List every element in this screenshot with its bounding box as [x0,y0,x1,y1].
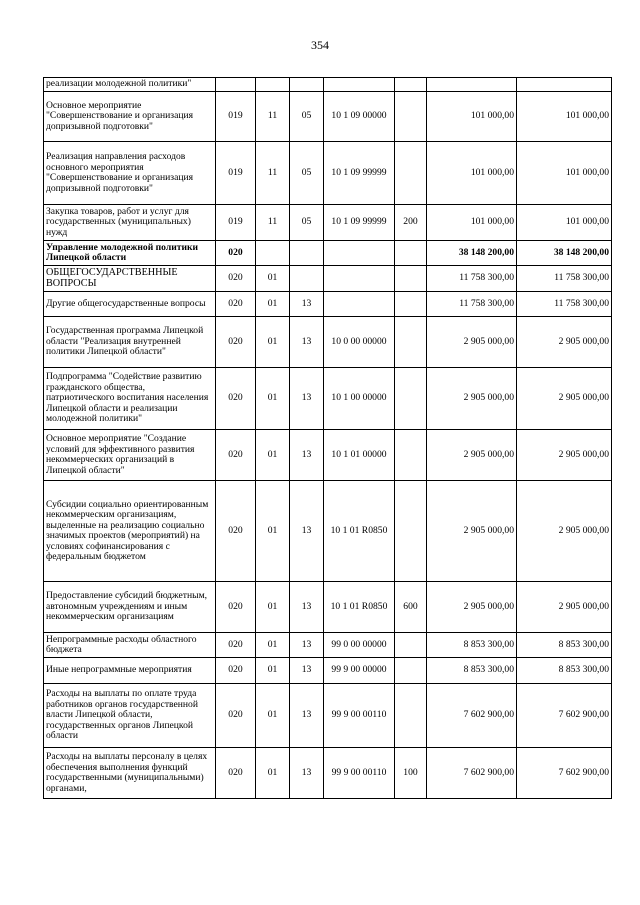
subsection-code-cell: 13 [290,582,324,633]
target-article-cell: 99 9 00 00110 [324,684,395,748]
expense-type-cell [395,658,427,684]
amount-2-cell: 2 905 000,00 [517,481,612,582]
amount-1-cell: 2 905 000,00 [427,430,517,481]
section-code-cell: 11 [256,142,290,205]
amount-1-cell: 7 602 900,00 [427,684,517,748]
table-row [44,78,612,92]
amount-1-cell: 2 905 000,00 [427,368,517,430]
amount-2-cell: 101 000,00 [517,92,612,142]
ved-code-cell: 020 [216,481,256,582]
budget-table [43,77,612,799]
table-row [44,142,612,205]
ved-code-cell: 020 [216,658,256,684]
amount-2-cell: 2 905 000,00 [517,317,612,368]
amount-1-cell: 8 853 300,00 [427,658,517,684]
section-code-cell: 01 [256,317,290,368]
table-row [44,266,612,292]
ved-code-cell: 020 [216,292,256,317]
subsection-code-cell: 05 [290,205,324,241]
target-article-cell: 10 1 00 00000 [324,368,395,430]
subsection-code-cell: 13 [290,292,324,317]
section-code-cell: 11 [256,92,290,142]
section-code-cell: 01 [256,684,290,748]
expense-type-cell [395,78,427,92]
section-code-cell: 01 [256,633,290,658]
row-name-cell: Реализация направления расходов основного мероприятия "Совершенствование и организация допризывной подготовки" [44,142,216,205]
amount-2-cell: 8 853 300,00 [517,633,612,658]
target-article-cell: 10 1 01 00000 [324,430,395,481]
section-code-cell: 01 [256,430,290,481]
ved-code-cell: 020 [216,633,256,658]
section-code-cell: 01 [256,748,290,799]
page-number: 354 [311,38,329,52]
amount-1-cell: 101 000,00 [427,92,517,142]
amount-2-cell: 38 148 200,00 [517,241,612,266]
amount-2-cell: 7 602 900,00 [517,748,612,799]
expense-type-cell: 100 [395,748,427,799]
section-code-cell: 01 [256,292,290,317]
subsection-code-cell: 13 [290,368,324,430]
target-article-cell [324,241,395,266]
row-name-cell: Подпрограмма "Содействие развитию гражданского общества, патриотического воспитания населения Липецкой области и реализации молодежной политики" [44,368,216,430]
subsection-code-cell: 13 [290,633,324,658]
row-name-cell: ОБЩЕГОСУДАРСТВЕННЫЕ ВОПРОСЫ [44,266,216,292]
amount-2-cell: 2 905 000,00 [517,368,612,430]
amount-2-cell: 11 758 300,00 [517,292,612,317]
amount-1-cell: 101 000,00 [427,205,517,241]
amount-1-cell: 2 905 000,00 [427,481,517,582]
section-code-cell: 01 [256,582,290,633]
expense-type-cell [395,633,427,658]
expense-type-cell [395,317,427,368]
target-article-cell: 10 1 09 00000 [324,92,395,142]
section-code-cell: 11 [256,205,290,241]
table-row [44,582,612,633]
row-name-cell: Расходы на выплаты персоналу в целях обеспечения выполнения функций государственными (муниципальными) органами, [44,748,216,799]
target-article-cell: 99 9 00 00000 [324,658,395,684]
row-name-cell: Предоставление субсидий бюджетным, автономным учреждениям и иным некоммерческим организациям [44,582,216,633]
table-row [44,633,612,658]
expense-type-cell [395,430,427,481]
target-article-cell [324,78,395,92]
table-row [44,205,612,241]
expense-type-cell [395,241,427,266]
subsection-code-cell: 05 [290,92,324,142]
row-name-cell: Расходы на выплаты по оплате труда работников органов государственной власти Липецкой области, государственных органов Липецкой области [44,684,216,748]
subsection-code-cell: 13 [290,658,324,684]
amount-2-cell: 8 853 300,00 [517,658,612,684]
amount-1-cell: 11 758 300,00 [427,266,517,292]
expense-type-cell [395,92,427,142]
section-code-cell: 01 [256,481,290,582]
subsection-code-cell [290,241,324,266]
row-name-cell: Управление молодежной политики Липецкой области [44,241,216,266]
amount-1-cell: 101 000,00 [427,142,517,205]
row-name-cell: Основное мероприятие "Создание условий для эффективного развития некоммерческих организаций в Липецкой области" [44,430,216,481]
row-name-cell: Закупка товаров, работ и услуг для государственных (муниципальных) нужд [44,205,216,241]
amount-2-cell: 11 758 300,00 [517,266,612,292]
row-name-cell: Субсидии социально ориентированным некоммерческим организациям, выделенные на реализацию социально значимых проектов (мероприятий) на условиях софинансирования с федеральным бюджетом [44,481,216,582]
ved-code-cell: 020 [216,748,256,799]
ved-code-cell: 020 [216,317,256,368]
section-code-cell: 01 [256,266,290,292]
table-row [44,241,612,266]
ved-code-cell: 019 [216,92,256,142]
ved-code-cell: 020 [216,368,256,430]
target-article-cell: 10 1 09 99999 [324,205,395,241]
expense-type-cell [395,266,427,292]
subsection-code-cell: 13 [290,430,324,481]
target-article-cell: 10 0 00 00000 [324,317,395,368]
expense-type-cell [395,481,427,582]
subsection-code-cell: 13 [290,684,324,748]
expense-type-cell [395,292,427,317]
ved-code-cell: 020 [216,266,256,292]
expense-type-cell: 200 [395,205,427,241]
expense-type-cell [395,142,427,205]
amount-2-cell: 7 602 900,00 [517,684,612,748]
amount-1-cell: 8 853 300,00 [427,633,517,658]
ved-code-cell: 019 [216,205,256,241]
ved-code-cell: 020 [216,684,256,748]
target-article-cell: 10 1 01 R0850 [324,582,395,633]
ved-code-cell [216,78,256,92]
target-article-cell [324,292,395,317]
amount-2-cell: 101 000,00 [517,142,612,205]
row-name-cell: Иные непрограммные мероприятия [44,658,216,684]
row-name-cell: Государственная программа Липецкой области "Реализация внутренней политики Липецкой области" [44,317,216,368]
table-row [44,368,612,430]
target-article-cell: 99 0 00 00000 [324,633,395,658]
amount-1-cell [427,78,517,92]
budget-table-body [44,78,612,799]
table-row [44,481,612,582]
subsection-code-cell: 13 [290,481,324,582]
subsection-code-cell: 13 [290,748,324,799]
ved-code-cell: 020 [216,241,256,266]
table-row [44,430,612,481]
amount-2-cell: 2 905 000,00 [517,430,612,481]
section-code-cell [256,241,290,266]
amount-1-cell: 38 148 200,00 [427,241,517,266]
table-row [44,292,612,317]
target-article-cell: 10 1 09 99999 [324,142,395,205]
table-row [44,658,612,684]
amount-2-cell: 2 905 000,00 [517,582,612,633]
amount-2-cell [517,78,612,92]
amount-1-cell: 11 758 300,00 [427,292,517,317]
amount-2-cell: 101 000,00 [517,205,612,241]
amount-1-cell: 7 602 900,00 [427,748,517,799]
subsection-code-cell: 13 [290,317,324,368]
target-article-cell: 99 9 00 00110 [324,748,395,799]
amount-1-cell: 2 905 000,00 [427,317,517,368]
table-row [44,684,612,748]
ved-code-cell: 019 [216,142,256,205]
ved-code-cell: 020 [216,430,256,481]
row-name-cell: Непрограммные расходы областного бюджета [44,633,216,658]
expense-type-cell: 600 [395,582,427,633]
amount-1-cell: 2 905 000,00 [427,582,517,633]
expense-type-cell [395,368,427,430]
subsection-code-cell: 05 [290,142,324,205]
table-row [44,317,612,368]
subsection-code-cell [290,266,324,292]
row-name-cell: Другие общегосударственные вопросы [44,292,216,317]
subsection-code-cell [290,78,324,92]
row-name-cell: реализации молодежной политики" [44,78,216,92]
table-row [44,92,612,142]
section-code-cell [256,78,290,92]
ved-code-cell: 020 [216,582,256,633]
table-row [44,748,612,799]
section-code-cell: 01 [256,368,290,430]
target-article-cell: 10 1 01 R0850 [324,481,395,582]
section-code-cell: 01 [256,658,290,684]
target-article-cell [324,266,395,292]
row-name-cell: Основное мероприятие "Совершенствование и организация допризывной подготовки" [44,92,216,142]
expense-type-cell [395,684,427,748]
